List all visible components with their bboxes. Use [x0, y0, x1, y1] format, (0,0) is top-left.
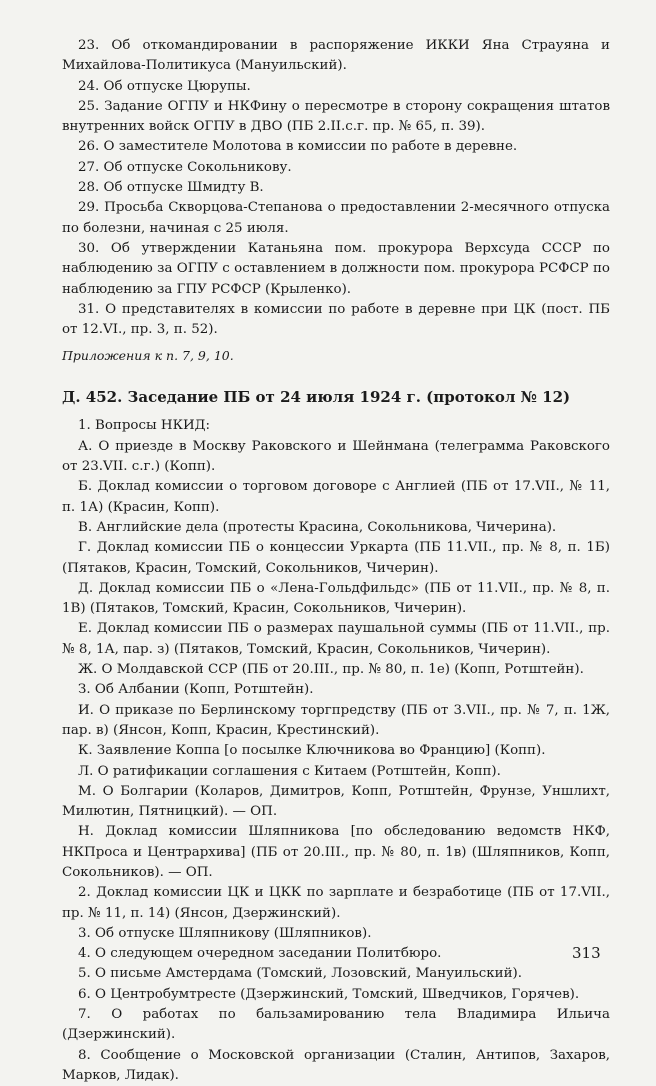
- agenda-item: К. Заявление Коппа [о посылке Ключникова во Францию] (Копп).: [78, 743, 546, 759]
- agenda-item-29: 29. Просьба Скворцова-Степанова о предоставлении 2-месячного отпуска по болезни, начиная с 25 июля.: [62, 200, 610, 236]
- agenda-item: З. Об Албании (Копп, Ротштейн).: [78, 682, 314, 698]
- items-main-list: [62, 416, 610, 1086]
- agenda-item: 7. О работах по бальзамированию тела Владимира Ильича (Дзержинский).: [62, 1007, 610, 1043]
- agenda-item-26: 26. О заместителе Молотова в комиссии по работе в деревне.: [78, 139, 518, 155]
- page-body: [62, 36, 610, 1086]
- agenda-item: Н. Доклад комиссии Шляпникова [по обследованию ведомств НКФ, НКПроса и Центрархива] (ПБ от 20.III., пр. № 80, п. 1в) (Шляпников, Копп, Сокольников). — ОП.: [62, 824, 610, 880]
- agenda-item-30: 30. Об утверждении Катаньяна пом. прокурора Верхсуда СССР по наблюдению за ОГПУ с оставлением в должности пом. прокурора РСФСР по наблюдению за ГПУ РСФСР (Крыленко).: [62, 240, 610, 297]
- agenda-item: 5. О письме Амстердама (Томский, Лозовский, Мануильский).: [78, 966, 523, 982]
- agenda-item: М. О Болгарии (Коларов, Димитров, Копп, Ротштейн, Фрунзе, Уншлихт, Милютин, Пятницкий). — ОП.: [62, 783, 610, 820]
- agenda-item: А. О приезде в Москву Раковского и Шейнмана (телеграмма Раковского от 23.VII. с.г.) (Копп).: [62, 438, 610, 475]
- section-heading: Д. 452. Заседание ПБ от 24 июля 1924 г. (протокол № 12): [62, 388, 571, 407]
- agenda-item: 4. О следующем очередном заседании Политбюро.: [78, 946, 442, 962]
- agenda-item: В. Английские дела (протесты Красина, Сокольникова, Чичерина).: [78, 519, 557, 535]
- agenda-item: Ж. О Молдавской ССР (ПБ от 20.III., пр. № 80, п. 1е) (Копп, Ротштейн).: [78, 662, 584, 678]
- agenda-item-25: 25. Задание ОГПУ и НКФину о пересмотре в сторону сокращения штатов внутренних войск ОГПУ в ДВО (ПБ 2.II.с.г. пр. № 65, п. 39).: [62, 98, 610, 135]
- agenda-item: Г. Доклад комиссии ПБ о концессии Уркарта (ПБ 11.VII., пр. № 8, п. 1Б) (Пятаков, Красин, Томский, Сокольников, Чичерин).: [62, 540, 610, 576]
- agenda-item-27: 27. Об отпуске Сокольникову.: [78, 159, 292, 175]
- agenda-item: Д. Доклад комиссии ПБ о «Лена-Гольдфильдс» (ПБ от 11.VII., пр. № 8, п. 1В) (Пятаков, Томский, Красин, Сокольников, Чичерин).: [62, 580, 610, 617]
- agenda-item-31: 31. О представителях в комиссии по работе в деревне при ЦК (пост. ПБ от 12.VI., пр. 3, п. 52).: [62, 301, 610, 338]
- appendix-note: Приложения к п. 7, 9, 10.: [62, 348, 234, 364]
- items-top-list: [62, 36, 610, 340]
- agenda-item: 8. Сообщение о Московской организации (Сталин, Антипов, Захаров, Марков, Лидак).: [62, 1047, 610, 1083]
- agenda-item: 1. Вопросы НКИД:: [78, 418, 211, 434]
- agenda-item-28: 28. Об отпуске Шмидту В.: [78, 180, 264, 196]
- agenda-item: Е. Доклад комиссии ПБ о размерах паушальной суммы (ПБ от 11.VII., пр. № 8, 1А, пар. з) (Пятаков, Томский, Красин, Сокольников, Чичерин).: [62, 621, 610, 657]
- agenda-item-23: 23. Об откомандировании в распоряжение ИККИ Яна Страуяна и Михайлова-Политикуса (Мануильский).: [62, 38, 610, 74]
- agenda-item: И. О приказе по Берлинскому торгпредству (ПБ от 3.VII., пр. № 7, п. 1Ж, пар. в) (Янсон, Копп, Красин, Крестинский).: [62, 702, 610, 738]
- agenda-item: Б. Доклад комиссии о торговом договоре с Англией (ПБ от 17.VII., № 11, п. 1А) (Красин, Копп).: [62, 479, 610, 515]
- agenda-item: 3. Об отпуске Шляпникову (Шляпников).: [78, 925, 372, 941]
- agenda-item: 2. Доклад комиссии ЦК и ЦКК по зарплате и безработице (ПБ от 17.VII., пр. № 11, п. 14) (Янсон, Дзержинский).: [62, 885, 610, 921]
- page-number: 313: [572, 944, 601, 962]
- agenda-item: Л. О ратификации соглашения с Китаем (Ротштейн, Копп).: [78, 763, 501, 779]
- agenda-item: 6. О Центробумтресте (Дзержинский, Томский, Шведчиков, Горячев).: [78, 986, 580, 1002]
- agenda-item-24: 24. Об отпуске Цюрупы.: [78, 78, 251, 94]
